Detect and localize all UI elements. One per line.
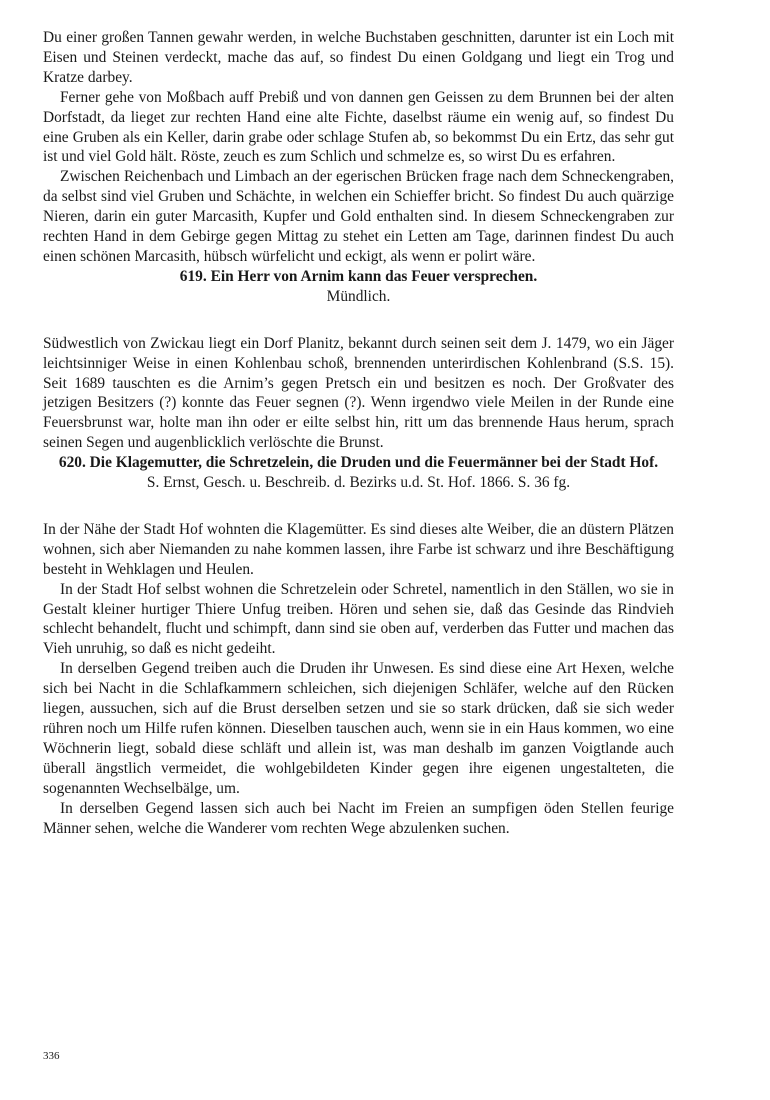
section-source-620: S. Ernst, Gesch. u. Beschreib. d. Bezirks u.d. St. Hof. 1866. S. 36 fg. <box>146 474 571 492</box>
paragraph: Du einer großen Tannen gewahr werden, in welche Buchstaben geschnitten, darunter ist ein Loch mit Eisen und Steinen verdeckt, mache das auf, so findest Du einen Goldgang und liegt ein Trog und Kratze darbey. <box>43 29 674 86</box>
paragraph: In der Stadt Hof selbst wohnen die Schretzelein oder Schretel, namentlich in den Ställen, wo sie in Gestalt kleiner hurtiger Thiere Unfug treiben. Hören und sehen sie, daß das Gesinde das Rindvieh schlecht behandelt, flucht und schimpft, dann sind sie oben auf, verderben das Futter und machen das Vieh unruhig, so daß es nicht gedeiht. <box>43 580 674 658</box>
page-body <box>43 28 674 838</box>
section-source-619: Mündlich. <box>326 287 391 305</box>
page-number: 336 <box>43 1050 60 1062</box>
paragraph: In derselben Gegend treiben auch die Druden ihr Unwesen. Es sind diese eine Art Hexen, welche sich bei Nacht in die Schlafkammern schleichen, sich diejenigen Schläfer, welche auf den Rücken liegen, aussuchen, sich auf die Brust derselben setzen und sie so stark drücken, daß sie sich weder rühren noch um Hilfe rufen können. Dieselben tauschen auch, wenn sie in ein Haus kommen, wo eine Wöchnerin liegt, sobald diese schläft und allein ist, was man deshalb im ganzen Voigtlande auch überall ängstlich vermeidet, die wohlgebildeten Kinder gegen ihre eigenen ungestalteten, die sogenannten Wechselbälge, um. <box>43 660 674 797</box>
paragraph: Südwestlich von Zwickau liegt ein Dorf Planitz, bekannt durch seinen seit dem J. 1479, wo ein Jäger leichtsinniger Weise in einen Kohlenbau schoß, brennenden unterirdischen Kohlenbrand (S.S. 15). Seit 1689 tauschten es die Arnim’s gegen Pretsch ein und besitzen es noch. Der Großvater des jetzigen Besitzers (?) konnte das Feuer segnen (?). Wenn irgendwo viele Meilen in der Runde eine Feuersbrunst war, holte man ihn oder er eilte selbst hin, ritt um das brennende Haus herum, sprach seinen Segen und augenblicklich verlöschte die Brunst. <box>43 334 674 452</box>
section-heading-619: 619. Ein Herr von Arnim kann das Feuer versprechen. <box>179 267 538 285</box>
paragraph: In der Nähe der Stadt Hof wohnten die Klagemütter. Es sind dieses alte Weiber, die an düstern Plätzen wohnen, sich aber Niemanden zu nahe kommen lassen, ihre Farbe ist schwarz und ihre Beschäftigung besteht in Wehklagen und Heulen. <box>43 520 674 578</box>
paragraph: Ferner gehe von Moßbach auff Prebiß und von dannen gen Geissen zu dem Brunnen bei der alten Dorfstadt, da lieget zur rechten Hand eine alte Fichte, daselbst räume ein wenig auf, so findest Du eine Gruben als ein Keller, darin grabe oder schlage Stufen ab, so bekommst Du ein Ertz, das sehr gut ist und viel Gold hält. Röste, zeuch es zum Schlich und schmelze es, so wirst Du es erfahren. <box>43 88 674 166</box>
paragraph: In derselben Gegend lassen sich auch bei Nacht im Freien an sumpfigen öden Stellen feurige Männer sehen, welche die Wanderer vom rechten Wege abzulenken suchen. <box>43 799 674 837</box>
paragraph: Zwischen Reichenbach und Limbach an der egerischen Brücken frage nach dem Schneckengraben, da selbst sind viel Gruben und Schächte, in welchen ein Schieffer bricht. So findest Du auch quärzige Nieren, darin ein guter Marcasith, Kupfer und Gold enthalten sind. In diesem Schneckengraben zur rechten Hand in dem Gebirge gegen Mittag zu stehet ein Letten am Tage, darinnen findest Du auch einen schönen Marcasith, hübsch würfelicht und eckigt, als wenn er polirt wäre. <box>43 168 674 265</box>
section-heading-620: 620. Die Klagemutter, die Schretzelein, die Druden und die Feuermänner bei der Stadt Hof. <box>58 454 659 472</box>
